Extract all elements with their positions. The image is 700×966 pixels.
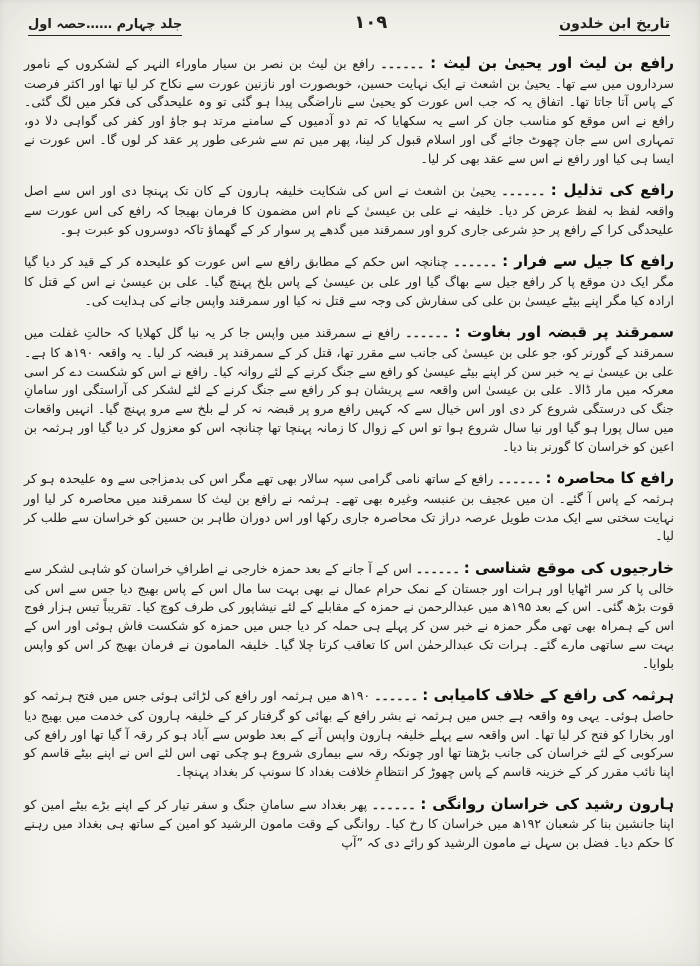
section-body: اس کے آ جانے کے بعد حمزہ خارجی نے اطرافِ خراسان کو شاہی لشکر سے خالی پا کر سر اٹھایا اور ہرات اور جستان کے نمک حرام عمال نے بھی بہت سا مال اس کے پاس بھیج دیا جس سے اس کی قوت بڑھ گئی۔ اس کے بعد ۱۹۵ھ میں عبدالرحمن نے حمزہ کے مقابلے کے لئے نیشاپور کی طرف کوچ کیا۔ تقریباً تیس ہزار فوج اس کے ہمراہ بھی تھی مگر حمزہ نے خبر سن کر پہلے ہی حملہ کر دیا جس میں حمزہ کو شکست فاش ہوئی اور اس کے بہت سے ساتھی مارے گئے۔ ہرات تک عبدالرحمٰن اس کا تعاقب کرتا چلا گیا۔ خلیفہ المامون نے فرمان بھیج کر اس کو واپس بلوایا۔ — [24, 561, 674, 671]
section-heading: رافع بن لیث اور یحییٰ بن لیث : — [430, 54, 674, 72]
section-body: رافع بن لیث بن نصر بن سیار ماوراء النہر کے لشکروں کے نامور سرداروں میں سے تھا۔ یحییٰ بن اشعث نے ایک نہایت حسین، خوبصورت اور نازنین عورت سے نکاح کر لیا تھا اور اکثر فرصت کے پاس آتا جاتا تھا۔ اتفاق یہ کہ جب اس عورت کو یحییٰ سے ناراضگی پیدا ہو گئی تو وہ علیحدگی کی فکر میں لگ گئی۔ رافع نے اس موقع کو مناسب جان کر اسے یہ سکھایا کہ تم دو آدمیوں کے سامنے مرتد ہو جاؤ اور کفر کی گواہی دلا دو، تمہاری اس سے جان چھوٹ جائے گی اور اسلام قبول کر لینا، پھر میں تم سے شرعی طور پر عقد کر لوں گا۔ اس عورت نے ایسا ہی کیا اور رافع نے اس سے عقد بھی کر لیا۔ — [24, 56, 674, 166]
section-heading: رافع کا محاصرہ : — [545, 469, 674, 488]
paragraph-kharijites-opportunism — [24, 557, 674, 673]
book-title: تاریخ ابن خلدون — [559, 16, 670, 36]
volume-info: جلد چہارم ……حصہ اول — [28, 17, 182, 36]
heading-leader-dots: ۔۔۔۔۔۔ — [453, 254, 498, 270]
section-heading: ہرثمہ کی رافع کے خلاف کامیابی : — [422, 686, 674, 705]
page-body — [24, 52, 674, 853]
heading-leader-dots: ۔۔۔۔۔۔ — [371, 796, 416, 812]
section-body: رافع کے ساتھ نامی گرامی سپہ سالار بھی تھے مگر اس کی بدمزاجی سے وہ علیحدہ ہو کر ہرثمہ کے پاس آ گئے۔ ان میں عجیف بن عنبسہ وغیرہ بھی تھے۔ ہرثمہ نے رافع بن لیث کا سمرقند میں محاصرہ کر لیا اور نہایت سختی سے ایک مدت طویل عرصہ دراز تک محاصرہ جاری رکھا اور اس دوران طاہر بن حسین کو خراسان سے طلب کر لیا۔ — [24, 471, 674, 544]
section-heading: سمرقند پر قبضہ اور بغاوت : — [454, 323, 674, 342]
paragraph-rafi-and-yahya — [24, 52, 674, 168]
section-body: پھر بغداد سے سامانِ جنگ و سفر تیار کر کے اپنے بڑے بیٹے امین کو اپنا جانشین بنا کر شعبان ۱۹۲ھ میں خراسان کا رخ کیا۔ روانگی کے وقت مامون الرشید کو امین کے ساتھ ہی بغداد میں رہنے کا حکم دیا۔ فضل بن سہل نے مامون الرشید کو رائے دی کہ ”آپ — [24, 796, 674, 850]
section-body: چنانچہ اس حکم کے مطابق رافع سے اس عورت کو علیحدہ کر کے قید کر دیا گیا مگر ایک دن موقع پا کر رافع جیل سے بھاگ گیا اور علی بن عیسیٰ کے پاس بلخ پہنچ گیا۔ علی بن عیسیٰ نے اس کے قتل کا ارادہ کیا مگر اپنے بیٹے عیسیٰ بن علی کی سفارش کی وجہ سے قتل نہ کیا اور سمرقند واپس جانے کی ہدایت کی۔ — [24, 254, 674, 308]
paragraph-rafi-siege — [24, 467, 674, 546]
heading-leader-dots: ۔۔۔۔۔۔ — [497, 471, 542, 487]
paragraph-samarqand-revolt — [24, 321, 674, 456]
paragraph-rafi-jail-escape — [24, 250, 674, 310]
paragraph-rafi-humiliation — [24, 179, 674, 239]
heading-leader-dots: ۔۔۔۔۔۔ — [415, 561, 460, 576]
section-heading: رافع کی تذلیل : — [550, 181, 674, 200]
section-heading: رافع کا جیل سے فرار : — [502, 252, 674, 271]
page-number: ۱۰۹ — [354, 12, 388, 33]
heading-leader-dots: ۔۔۔۔۔۔ — [501, 183, 546, 199]
heading-leader-dots: ۔۔۔۔۔۔ — [405, 325, 450, 341]
section-heading: ہارون رشید کی خراسان روانگی : — [420, 794, 675, 813]
section-body: ۱۹۰ھ میں ہرثمہ اور رافع کی لڑائی ہوئی جس میں فتح ہرثمہ کو حاصل ہوئی۔ یہی وہ واقعہ ہے جس میں ہرثمہ نے بشر رافع کے بھائی کو گرفتار کر کے خلیفہ ہارون کی خدمت میں بھیج دیا اور بخارا کو فتح کر لیا تھا۔ اس واقعہ سے پہلے خلیفہ ہارون واپس آنے کے بعد طوس سے آباد ہو کر رقہ آ گیا تھا اور رافع کی سرکوبی کے لئے خراسان کی جانب بڑھتا تھا اور چونکہ رقہ سے بیماری شروع ہو چکی تھی اس لئے اس نے اپنے بیٹے قاسم کو اپنا نائب مقرر کر کے خزینہ قاسم کے پاس چھوڑ کر انتظامِ خلافت بغداد کا سونپ کر بغداد پہنچا۔ — [24, 688, 674, 779]
section-heading: خارجیوں کی موقع شناسی : — [463, 559, 674, 577]
section-body: رافع نے سمرقند میں واپس جا کر یہ نیا گل کھلایا کہ حالتِ غفلت میں سمرقند کے گورنر کو، جو علی بن عیسیٰ کی جانب سے مقرر تھا، قتل کر کے سمرقند پر قبضہ کر لیا۔ یہ واقعہ ۱۹۰ھ کا ہے۔ علی بن عیسیٰ نے یہ خبر سن کر اپنے بیٹے عیسیٰ کو رافع سے جنگ کرنے کے لئے روانہ کیا۔ رافع نے اس کو شکست دے کر اسی معرکہ میں مار ڈالا۔ علی بن عیسیٰ اس واقعہ سے پریشان ہو کر رافع سے جنگ کرنے کے لئے لشکر کی آراستگی اور سامانِ جنگ کی درستگی شروع کر دی اور اس خیال سے کہ کہیں رافع مرو پر قبضہ نہ کر لے بلخ سے مرو پہنچ گیا۔ انہیں واقعات میں سال پورا ہو گیا اور نیا سال شروع ہوا تو اس کے زوال کا زمانہ پہنچا تھا چنانچہ اس کو معزول کر دیا گیا اور ہرثمہ بن اعین کو خراسان کا گورنر بنا دیا۔ — [24, 325, 674, 454]
page-header — [24, 10, 674, 40]
paragraph-harthama-victory — [24, 684, 674, 782]
paragraph-harun-departure-khurasan — [24, 793, 674, 853]
heading-leader-dots: ۔۔۔۔۔۔ — [380, 56, 425, 71]
heading-leader-dots: ۔۔۔۔۔۔ — [374, 688, 419, 704]
section-body: یحییٰ بن اشعث نے اس کی شکایت خلیفہ ہارون کے کان تک پہنچا دی اور اس سے اصل واقعہ لفظ بہ لفظ عرض کر دیا۔ خلیفہ نے علی بن عیسیٰ کے نام اس مضمون کا فرمان بھیجا کہ رافع کی اس عورت سے علیحدگی کرا کے رافع پر حدِ شرعی جاری کرو اور سمرقند میں گدھے پر سوار کر کے گھماؤ تاکہ دوسروں کو عبرت ہو۔ — [24, 183, 674, 237]
